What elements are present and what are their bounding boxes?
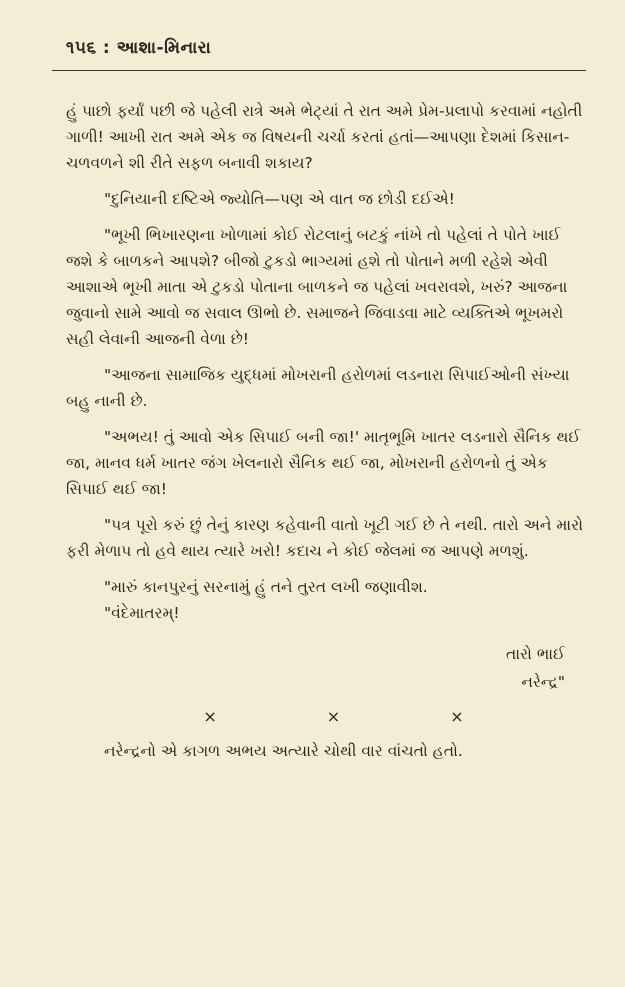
signoff-signature: નરેન્દ્ર" bbox=[521, 673, 565, 691]
header-rule bbox=[52, 70, 586, 71]
paragraph: "પત્ર પૂરો કરું છું તેનું કારણ કહેવાની વાતો ખૂટી ગઈ છે તે નથી. તારો અને મારો ફરી મેળાપ તો હવે થાય ત્યારે ખરો! કદાચ ને કોઈ જેલમાં જ આપણે મળશું. bbox=[66, 516, 583, 560]
paragraph: હું પાછો ફર્યાં પછી જે પહેલી રાત્રે અમે ભેટ્યાં તે રાત અમે પ્રેમ-પ્રલાપો કરવામાં નહોતી ગાળી! આખી રાત અમે એક જ વિષયની ચર્ચા કરતાં હતાં—આપણા દેશમાં કિસાન-ચળવળને શી રીતે સફળ બનાવી શકાય? bbox=[66, 102, 583, 172]
separator-mark: × bbox=[203, 707, 217, 726]
signoff-line: તારો ભાઈ bbox=[505, 645, 565, 663]
paragraph: "અભય! તું આવો એક સિપાઈ બની જા!' માતૃભૂમિ ખાતર લડનારો સૈનિક થઈ જા, માનવ ધર્મ ખાતર જંગ ખેલનારો સૈનિક થઈ જા, મોખરાની હરોળનો તું એક સિપાઈ થઈ જા! bbox=[66, 428, 581, 498]
paragraph: "દુનિયાની દષ્ટિએ જ્યોતિ—પણ એ વાત જ છોડી દઈએ! bbox=[104, 190, 455, 208]
section-separator bbox=[66, 704, 591, 730]
paragraph: "મારું કાનપુરનું સરનામું હું તને તુરત લખી જણાવીશ. bbox=[104, 578, 428, 596]
letter-signoff bbox=[66, 640, 591, 696]
separator-mark: × bbox=[326, 707, 341, 726]
separator-mark: × bbox=[450, 707, 464, 726]
paragraph: "ભૂખી ભિખારણના ખોળામાં કોઈ રોટલાનું બટકું નાંખે તો પહેલાં તે પોતે ખાઈ જશે કે બાળકને આપશે? બીજો ટુકડો ભાગ્યમાં હશે તો પોતાને મળી રહેશે એવી આશાએ ભૂખી માતા એ ટુકડો પોતાના બાળકને જ પહેલાં ખવરાવશે, ખરું? આજના જુવાનો સામે આવો જ સવાલ ઊભો છે. સમાજને જિવાડવા માટે વ્યક્તિએ ભૂખમરો સહી લેવાની આજની વેળા છે! bbox=[66, 226, 568, 348]
page-header: ૧૫૬ : આશા-મિનારા bbox=[66, 38, 212, 58]
paragraph: "વંદેમાતરમ્! bbox=[104, 604, 180, 622]
closing-paragraph: નરેન્દ્રનો એ કાગળ અભય અત્યારે ચોથી વાર વાંચતો હતો. bbox=[104, 742, 463, 760]
page-body bbox=[66, 98, 591, 764]
paragraph: "આજના સામાજિક યુદ્ધમાં મોખરાની હરોળમાં લડનારા સિપાઈઓની સંખ્યા બહુ નાની છે. bbox=[66, 366, 570, 410]
